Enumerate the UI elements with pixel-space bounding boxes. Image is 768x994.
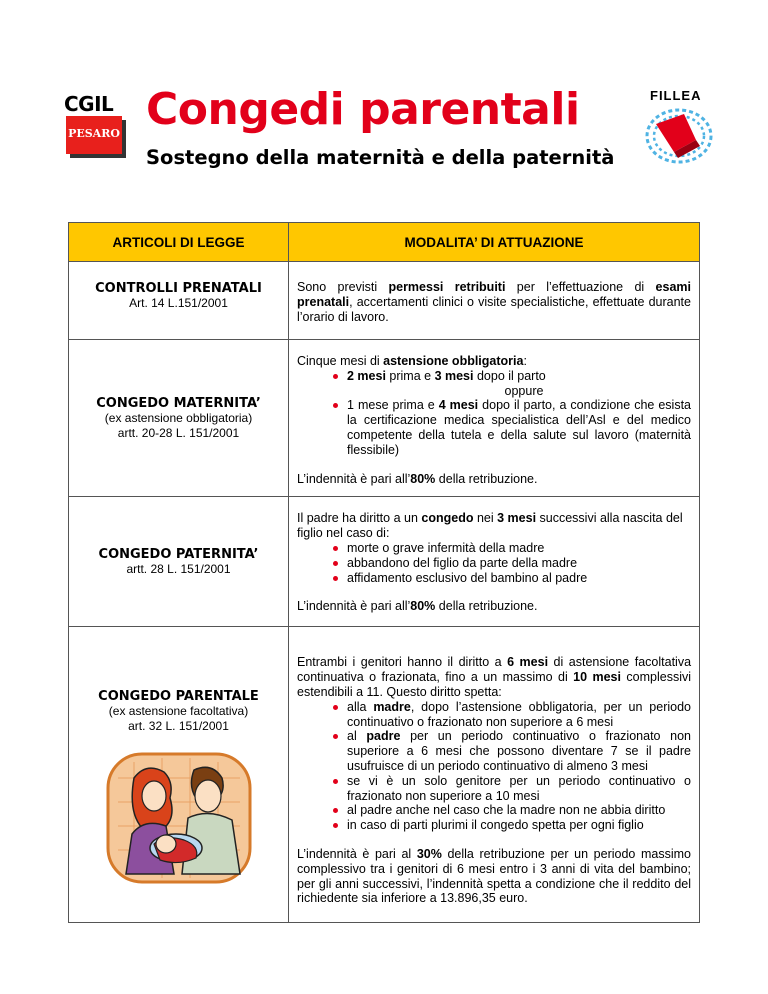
text-run: , dopo l’astensione obbligatoria, per un periodo continuativo o frazionato non superiore a 6 mesi: [347, 699, 691, 729]
text-bold: madre: [373, 699, 411, 714]
bullet-list: [297, 369, 691, 384]
row-law-maternity: [69, 340, 289, 497]
text-run: per l’effettuazione di: [505, 280, 656, 294]
header-modalities: MODALITA’ DI ATTUAZIONE: [289, 223, 700, 262]
text-run: 1 mese prima e: [347, 398, 439, 413]
law-title: CONTROLLI PRENATALI: [95, 280, 262, 296]
text-bold: 3 mesi: [434, 368, 474, 383]
text-bold: 2 mesi: [347, 368, 386, 383]
text-run: dopo il parto, a condizione che esista la certificazione medica specialistica dell’Asl e del medico competente della tutela e della salute sul lavoro (maternità flessibile): [347, 398, 691, 457]
text-run: , accertamenti clinici o visite specialistiche, effettuate durante l’orario di lavoro.: [297, 294, 691, 324]
text-bold: 3 mesi: [497, 511, 537, 526]
table-header-row: [69, 223, 700, 262]
list-item: morte o grave infermità della madre: [347, 541, 691, 556]
paragraph: [297, 655, 691, 699]
list-item: al padre anche nel caso che la madre non ne abbia diritto: [347, 803, 691, 818]
law-reference: artt. 20-28 L. 151/2001: [117, 425, 240, 440]
text-run: dopo il parto: [473, 368, 546, 383]
law-subtitle: (ex astensione facoltativa): [108, 704, 249, 719]
text-run: prima e: [385, 368, 435, 383]
cgil-logo-box: [66, 116, 122, 154]
paragraph: [297, 280, 691, 324]
text-bold: padre: [366, 729, 401, 744]
text-run: :: [523, 354, 527, 368]
text-run: della retribuzione per un periodo massimo complessivo tra i genitori di 6 mesi entro i 3 anni di vita del bambino; per gli anni successivi, l’indennità spetta a condizione che il reddito del richiedente sia inferiore a 13.896,35 euro.: [297, 846, 691, 906]
text-run: al: [347, 729, 367, 744]
paragraph: [297, 511, 691, 541]
law-subtitle: (ex astensione obbligatoria): [104, 410, 253, 425]
text-bold: 6 mesi: [507, 655, 549, 670]
paragraph: [297, 847, 691, 906]
oppure-label: oppure: [504, 383, 544, 398]
row-text-maternity: [289, 340, 700, 497]
table-row-maternity: [69, 340, 700, 497]
family-illustration-icon: [104, 748, 254, 888]
list-item: affidamento esclusivo del bambino al padre: [347, 571, 691, 586]
text-run: di astensione facoltativa continuativa o frazionata, fino a un massimo di: [297, 655, 692, 685]
text-run: L’indennità è pari all’: [297, 471, 411, 486]
fillea-mark-icon: [644, 106, 714, 164]
paragraph: [297, 472, 691, 487]
header-laws: ARTICOLI DI LEGGE: [69, 223, 289, 262]
text-run: per un periodo continuativo o frazionato non superiore a 6 mesi che possono diventare 7 se il padre usufruisce di un periodo continuativo di almeno 3 mesi: [347, 729, 691, 773]
text-bold: 30%: [416, 846, 442, 861]
row-text-prenatal: [289, 262, 700, 340]
text-bold: 4 mesi: [438, 398, 479, 413]
text-bold: esami prenatali: [297, 280, 691, 309]
text-bold: 80%: [410, 471, 436, 486]
law-reference: artt. 28 L. 151/2001: [126, 561, 231, 576]
text-run: della retribuzione.: [435, 471, 538, 486]
law-title: CONGEDO PARENTALE: [98, 689, 259, 705]
bullet-list: [297, 700, 691, 833]
row-law-paternity: [69, 497, 289, 627]
text-run: successivi alla nascita del figlio nel caso di:: [297, 511, 683, 541]
list-item: [347, 398, 691, 457]
text-run: L’indennità è pari al: [297, 846, 417, 861]
text-run: Entrambi i genitori hanno il diritto a: [297, 655, 508, 670]
text-run: Il padre ha diritto a un: [297, 511, 422, 526]
fillea-logo-text: FILLEA: [650, 88, 702, 103]
text-run: alla: [347, 699, 374, 714]
list-item: abbandono del figlio da parte della madre: [347, 556, 691, 571]
text-run: nei: [473, 511, 498, 526]
bullet-list: [297, 398, 691, 457]
row-law-prenatal: [69, 262, 289, 340]
list-item: [347, 729, 691, 773]
paragraph: [297, 354, 691, 369]
paragraph: [297, 599, 691, 614]
page-subtitle: Sostegno della maternità e della paternità: [146, 146, 615, 169]
text-run: L’indennità è pari all’: [297, 599, 411, 614]
text-bold: permessi retribuiti: [388, 280, 506, 294]
text-run: complessivi estendibili a 11. Questo diritto spetta:: [297, 670, 692, 699]
bullet-list: [297, 541, 691, 585]
list-item: [347, 700, 691, 730]
text-run: Sono previsti: [297, 280, 389, 294]
law-table: [68, 222, 700, 923]
text-bold: astensione obbligatoria: [383, 354, 524, 368]
law-title: CONGEDO MATERNITA’: [96, 395, 261, 411]
fillea-logo: [642, 88, 714, 164]
cgil-logo: [64, 92, 126, 160]
page-title: Congedi parentali: [146, 84, 580, 135]
cgil-logo-text: CGIL: [64, 92, 114, 116]
row-text-paternity: [289, 497, 700, 627]
list-item: se vi è un solo genitore per un periodo continuativo o frazionato non superiore a 10 mesi: [347, 773, 691, 803]
text-run: della retribuzione.: [435, 599, 538, 614]
cgil-logo-box-text: PESARO: [68, 127, 120, 140]
list-item: in caso di parti plurimi il congedo spetta per ogni figlio: [347, 818, 691, 833]
table-row-prenatal: [69, 262, 700, 340]
text-bold: 80%: [410, 599, 436, 614]
list-item: [347, 369, 691, 384]
text-run: Cinque mesi di: [297, 354, 384, 368]
text-bold: congedo: [421, 511, 474, 526]
law-reference: Art. 14 L.151/2001: [129, 295, 228, 310]
row-text-parental: [289, 627, 700, 923]
row-law-parental: [69, 627, 289, 923]
law-title: CONGEDO PATERNITA’: [98, 546, 259, 562]
law-reference: art. 32 L. 151/2001: [128, 719, 229, 734]
text-bold: 10 mesi: [573, 670, 621, 685]
table-row-paternity: [69, 497, 700, 627]
table-row-parental: [69, 627, 700, 923]
